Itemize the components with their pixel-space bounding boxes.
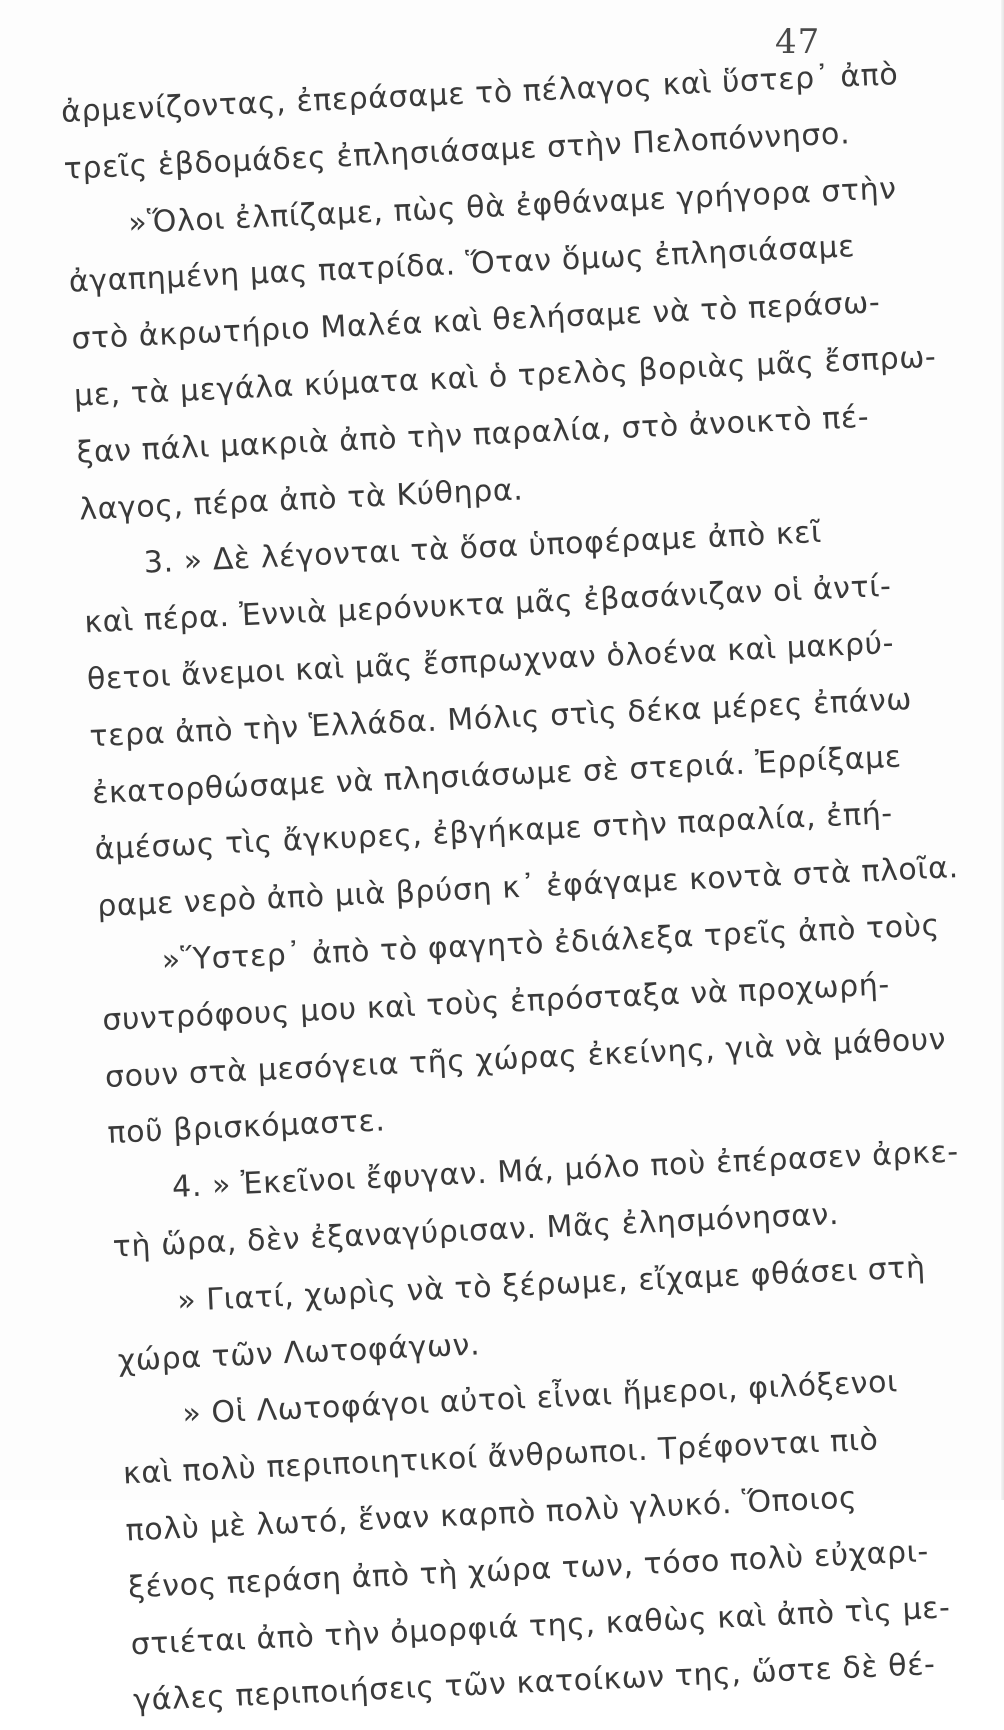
text-line: λαγος, πέρα ἀπὸ τὰ Κύθηρα. — [78, 471, 525, 528]
text-line: ἐκατορθώσαμε νὰ πλησιάσωμε σὲ στεριά. Ἐρρίξαμε — [91, 739, 903, 811]
text-line: θετοι ἄνεμοι καὶ μᾶς ἔσπρωχναν ὁλοένα καὶ μακρύ- — [86, 625, 895, 698]
text-line: στιέται ἀπὸ τὴν ὀμορφιά της, καθὼς καὶ ἀπὸ τὶς με- — [130, 1589, 952, 1662]
page-number: 47 — [775, 22, 821, 62]
text-line: ἀρμενίζοντας, ἐπεράσαμε τὸ πέλαγος καὶ ὕστερ᾿ ἀπὸ — [60, 56, 900, 130]
text-line: συντρόφους μου καὶ τοὺς ἐπρόσταξα νὰ προχωρή- — [101, 967, 891, 1038]
text-line: ἀμέσως τὶς ἄγκυρες, ἐβγήκαμε στὴν παραλία, ἐπή- — [93, 796, 894, 868]
text-line: καὶ πέρα. Ἐννιὰ μερόνυκτα μᾶς ἐβασάνιζαν οἱ ἀντί- — [83, 568, 893, 641]
text-line: ξαν πάλι μακριὰ ἀπὸ τὴν παραλία, στὸ ἀνοικτὸ πέ- — [75, 399, 870, 471]
text-line: ἀγαπημένη μας πατρίδα. Ὅταν ὅμως ἐπλησιάσαμε — [68, 229, 856, 301]
text-line: 3. » Δὲ λέγονται τὰ ὅσα ὑποφέραμε ἀπὸ κεῖ — [143, 515, 823, 582]
text-line: 4. » Ἐκεῖνοι ἔφυγαν. Μά, μόλο ποὺ ἐπέρασεν ἀρκε- — [171, 1134, 960, 1206]
text-line: καὶ πολὺ περιποιητικοί ἄνθρωποι. Τρέφονται πιὸ — [122, 1422, 880, 1492]
body-text — [60, 47, 974, 1730]
text-line: τὴ ὥρα, δὲν ἐξαναγύρισαν. Μᾶς ἐλησμόνησαν. — [111, 1196, 840, 1265]
text-line: ξένος περάση ἀπὸ τὴ χώρα των, τόσο πολὺ εὐχαρι- — [127, 1533, 930, 1606]
text-line: στὸ ἀκρωτήριο Μαλέα καὶ θελήσαμε νὰ τὸ περάσω- — [70, 285, 881, 357]
text-line: πολὺ μὲ λωτό, ἕναν καρπὸ πολὺ γλυκό. Ὅποιος — [124, 1480, 858, 1549]
text-line: » Γιατί, χωρὶς νὰ τὸ ξέρωμε, εἴχαμε φθάσει στὴ — [176, 1249, 927, 1319]
text-line: τρεῖς ἑβδομάδες ἐπλησιάσαμε στὴν Πελοπόννησο. — [63, 116, 851, 187]
text-line: ποῦ βρισκόμαστε. — [106, 1103, 387, 1152]
text-line: σουν στὰ μεσόγεια τῆς χώρας ἐκείνης, γιὰ νὰ μάθουν — [104, 1021, 947, 1095]
text-line: γάλες περιποιήσεις τῶν κατοίκων της, ὥστε δὲ θέ- — [132, 1647, 937, 1719]
text-line: »Ὕστερ᾿ ἀπὸ τὸ φαγητὸ ἐδιάλεξα τρεῖς ἀπὸ τοὺς — [161, 907, 941, 979]
text-line: »Ὅλοι ἐλπίζαμε, πὼς θὰ ἐφθάναμε γρήγορα στὴν — [127, 170, 898, 241]
text-line: χώρα τῶν Λωτοφάγων. — [117, 1326, 481, 1379]
text-line: ραμε νερὸ ἀπὸ μιὰ βρύση κ᾿ ἐφάγαμε κοντὰ στὰ πλοῖα. — [96, 850, 960, 925]
text-line: τερα ἀπὸ τὴν Ἑλλάδα. Μόλις στὶς δέκα μέρες ἐπάνω — [88, 681, 913, 755]
text-line: » Οἱ Λωτοφάγοι αὐτοὶ εἶναι ἥμεροι, φιλόξενοι — [181, 1364, 899, 1433]
text-line: με, τὰ μεγάλα κύματα καὶ ὁ τρελὸς βοριὰς μᾶς ἔσπρω- — [73, 339, 938, 414]
